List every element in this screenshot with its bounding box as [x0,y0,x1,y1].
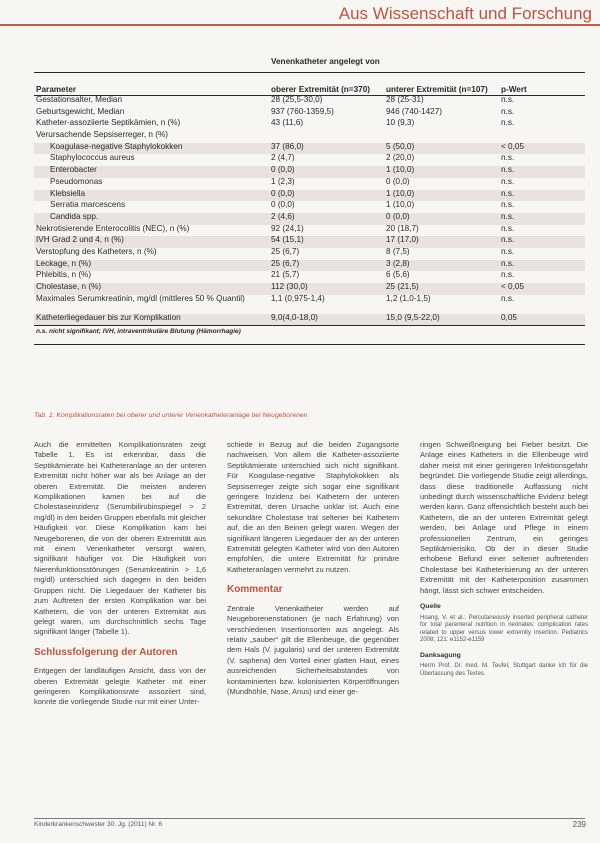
cell-upper: 1 (2,3) [271,176,295,186]
cell-upper: 54 (15,1) [269,236,384,248]
cell-upper: 2 (4,7) [271,153,295,163]
cell-param: Verursachende Sepsiserreger, n (%) [36,130,168,140]
cell-upper: 21 (5,7) [271,270,300,280]
cell-upper [269,131,384,143]
col-header-upper: oberer Extremität (n=370) [269,73,384,96]
cell-upper: 92 (24,1) [271,223,304,233]
table-abbreviations: n.s. nicht signifikant; IVH, intraventrikuläre Blutung (Hämorrhagie) [34,326,585,345]
cell-p [499,131,585,143]
table-row [34,131,585,143]
cell-p: n.s. [499,166,585,178]
table-row [34,283,585,295]
cell-lower: 1 (10,0) [384,166,499,178]
acknowledgement-text: Herrn Prof. Dr. med. M. Teufel, Stuttgart danke ich für die Überlassung des Textes. [420,663,588,677]
cell-param: Phlebitis, n (%) [36,270,92,280]
cell-lower: 5 (50,0) [384,143,499,155]
table-row [34,295,585,314]
cell-lower: 2 (20,0) [386,153,415,163]
cell-param: IVH Grad 2 und 4, n (%) [34,236,269,248]
cell-p: n.s. [501,106,515,116]
cell-upper: 0 (0,0) [271,200,295,210]
cell-param: Nekrotisierende Enterocolitis (NEC), n (%) [36,223,190,233]
footer-rule [34,818,585,819]
cell-param: Serratia marcescens [50,200,126,210]
cell-p: n.s. [501,95,515,104]
cell-lower: 946 (740-1427) [386,106,442,116]
table-row [34,96,585,108]
heading-conclusion: Schlussfolgerung der Autoren [34,646,178,658]
cell-upper: 2 (4,6) [269,213,384,225]
cell-upper: 25 (6,7) [271,246,300,256]
section-title: Aus Wissenschaft und Forschung [338,4,592,23]
cell-param: Geburtsgewicht, Median [36,106,125,116]
cell-upper: 25 (6,7) [269,260,384,272]
group-header: Venenkatheter angelegt von [269,58,499,73]
paragraph: Entgegen der landläufigen Ansicht, dass von der oberen Extremität gelegte Katheter mit einer geringeren Komplikationsrate assoziiert sind, konnte die vorliegende Studie nur mit einer Unter- [34,666,206,707]
cell-param: Maximales Serumkreatinin, mg/dl (mittleres 50 % Quantil) [36,293,245,303]
table-row [34,213,585,225]
source-citation: Hoang, V. et al.: Percutaneously inserted peripheral catheter for total parenteral nutrition in neonates: complication rates related to upper versus lower extremity insertion. Pediatrics 2008; 121: e1152-e1159 [420,614,588,644]
cell-param: Gestationsalter, Median [36,95,123,104]
table-row [34,248,585,260]
cell-lower: 1,2 (1,0-1,5) [386,293,431,303]
cell-param: Candida spp. [34,213,269,225]
cell-lower: 17 (17,0) [384,236,499,248]
cell-lower: 1 (10,0) [384,190,499,202]
cell-p: n.s. [501,118,515,128]
cell-p: 0,05 [499,314,585,326]
paragraph: Zentrale Venenkatheter werden auf Neugeborenenstationen (je nach Erfahrung) von verschiedenen Insertionsorten aus angelegt. Als relativ „sauber“ gilt die Ellenbeuge, die gegenüber dem Hals (V. jugularis) und der unteren Extremität (V. saphena) den Vorteil einer glatten Haut, eines ausreichenden Sicherheitsabstandes von kontaminierten bzw. kolonisierten Körperöffnungen (Mundhöhle, Nase, Anus) und einer ge- [227,603,399,696]
table-row [34,314,585,326]
cell-param: Katheter-assoziierte Septikämien, n (%) [36,118,181,128]
table-group-header-row [34,58,585,73]
cell-param: Pseudomonas [50,176,103,186]
cell-upper: 937 (760-1359,5) [271,106,334,116]
cell-upper: 112 (30,0) [269,283,384,295]
cell-lower: 0 (0,0) [386,176,410,186]
table-row [34,178,585,190]
cell-p: n.s. [499,236,585,248]
cell-param: Klebsiella [34,190,269,202]
complication-table [34,58,585,345]
cell-lower: 0 (0,0) [384,213,499,225]
paragraph: ringen Schweißneigung bei Fieber besitzt. Die Anlage eines Katheters in die Ellenbeuge wird daher meist mit einer geringeren Infektionsgefahr begründet. Die vorliegende Studie zeigt allerdings, dass diese traditionelle Auffassung nicht unbedingt durch wissenschaftliche Evidenz belegt werden kann. Ganz offensichtlich besteht auch bei Kathetern, die an der unteren Extremität gelegt werden, bei Anlage und Pflege in einem professionellen Zentrum, ein geringes Septikämierisiko. Ob der in dieser Studie erhobene Befund einer seltener auftretenden Cholestase bei Katheterisierung an der unteren Extremität mit der Katheterposition zusammen hängt, lässt sich schwer entscheiden. [420,440,588,595]
table-footnote-row [34,326,585,345]
cell-lower [384,131,499,143]
cell-upper: 28 (25,5-30,0) [271,95,323,104]
cell-param: Leckage, n (%) [34,260,269,272]
text-column-2 [227,440,399,697]
journal-footer: Kinderkrankenschwester 30. Jg. (2011) Nr. 6 [34,821,163,828]
col-header-lower: unterer Extremität (n=107) [384,73,499,96]
cell-p: < 0,05 [499,143,585,155]
cell-lower: 28 (25-31) [386,95,424,104]
cell-param: Katheterliegedauer bis zur Komplikation [34,314,269,326]
paragraph: Auch die ermittelten Komplikationsraten zeigt Tabelle 1. Es ist erkennbar, dass die Septikämierate bei Katheteranlage an der unteren Extremität nicht höher war als bei Anlage an der oberen Extremität. Die meisten anderen Komplikationen kamen bei auf die Cholestaseinzidenz (Serumbilirubinspiegel > 2 mg/dl) in den beiden Gruppen ebenfalls mit gleicher Häufigkeit vor. Diese Komplikation kam bei Neugeborenen, die von der oberen Extremität aus mit einem Venenkatheter versorgt waren, signifikant häufiger vor. Die Häufigkeit von Nierenfunktionsstörungen (Serumkreatinin > 1,6 mg/dl) unterschied sich dagegen in den beiden Gruppen nicht. Die Liegedauer der Katheter bis zum Auftreten der ersten Komplikation war bei Kathetern, die von der unteren Extremität aus gelegt waren, um durchschnittlich sechs Tage signifikant länger (Tabelle 1). [34,440,206,637]
cell-upper: 9,0(4,0-18,0) [269,314,384,326]
col-header-parameter: Parameter [34,73,269,96]
cell-p: < 0,05 [499,283,585,295]
cell-p: n.s. [501,246,515,256]
col-header-p: p-Wert [499,73,585,96]
heading-commentary: Kommentar [227,584,283,596]
cell-p: n.s. [501,293,515,303]
cell-p: n.s. [499,190,585,202]
cell-p: n.s. [501,153,515,163]
cell-param: Enterobacter [34,166,269,178]
cell-param: Koagulase-negative Staphylokokken [34,143,269,155]
cell-upper: 37 (86,0) [269,143,384,155]
cell-lower: 25 (21,5) [384,283,499,295]
text-column-3 [420,440,588,678]
cell-p: n.s. [499,260,585,272]
cell-param: Cholestase, n (%) [34,283,269,295]
cell-p: n.s. [501,200,515,210]
complication-table-wrapper [34,58,585,345]
heading-source: Quelle [420,603,441,611]
table-column-header-row [34,73,585,96]
header-rule [0,24,600,26]
cell-p: n.s. [501,270,515,280]
cell-lower: 10 (9,3) [386,118,415,128]
page-number: 239 [572,820,586,829]
table-caption: Tab. 1: Komplikationsraten bei oberer und unterer Venenkatheteranlage bei Neugeborenen [34,412,308,419]
cell-upper: 1,1 (0,975-1,4) [271,293,325,303]
cell-lower: 1 (10,0) [386,200,415,210]
paragraph: schiede in Bezug auf die beiden Zugangsorte nachweisen. Von allem die Katheter-assoziierte Septikämierate unterschied sich nicht signifikant. Für Koagulase-negative Staphylokokken als Sepsiserreger zeigte sich sogar eine signifikant geringere Inzidenz bei Kathetern der unteren Extremität, deren Ursache unklar ist. Auch eine sekundäre Cholestase trat seltener bei Kathetern auf, die an den Beinen gelegt waren. Wegen der signifikant längeren Liegedauer der an der unteren Extremität gelegten Katheter wird von den Autoren empfohlen, die untere Extremität für primäre Katheteranlagen vermehrt zu nutzen. [227,440,399,574]
cell-lower: 8 (7,5) [386,246,410,256]
cell-p: n.s. [499,213,585,225]
cell-lower: 6 (5,6) [386,270,410,280]
cell-param: Verstopfung des Katheters, n (%) [36,246,157,256]
cell-param: Staphylococcus aureus [50,153,135,163]
cell-p: n.s. [501,176,515,186]
cell-lower: 3 (2,8) [384,260,499,272]
heading-acknowledgement: Danksagung [420,651,461,659]
cell-lower: 20 (18,7) [386,223,419,233]
cell-upper: 43 (11,6) [271,118,304,128]
text-column-1 [34,440,206,708]
cell-upper: 0 (0,0) [269,166,384,178]
cell-upper: 0 (0,0) [269,190,384,202]
cell-p: n.s. [501,223,515,233]
cell-lower: 15,0 (9,5-22,0) [384,314,499,326]
